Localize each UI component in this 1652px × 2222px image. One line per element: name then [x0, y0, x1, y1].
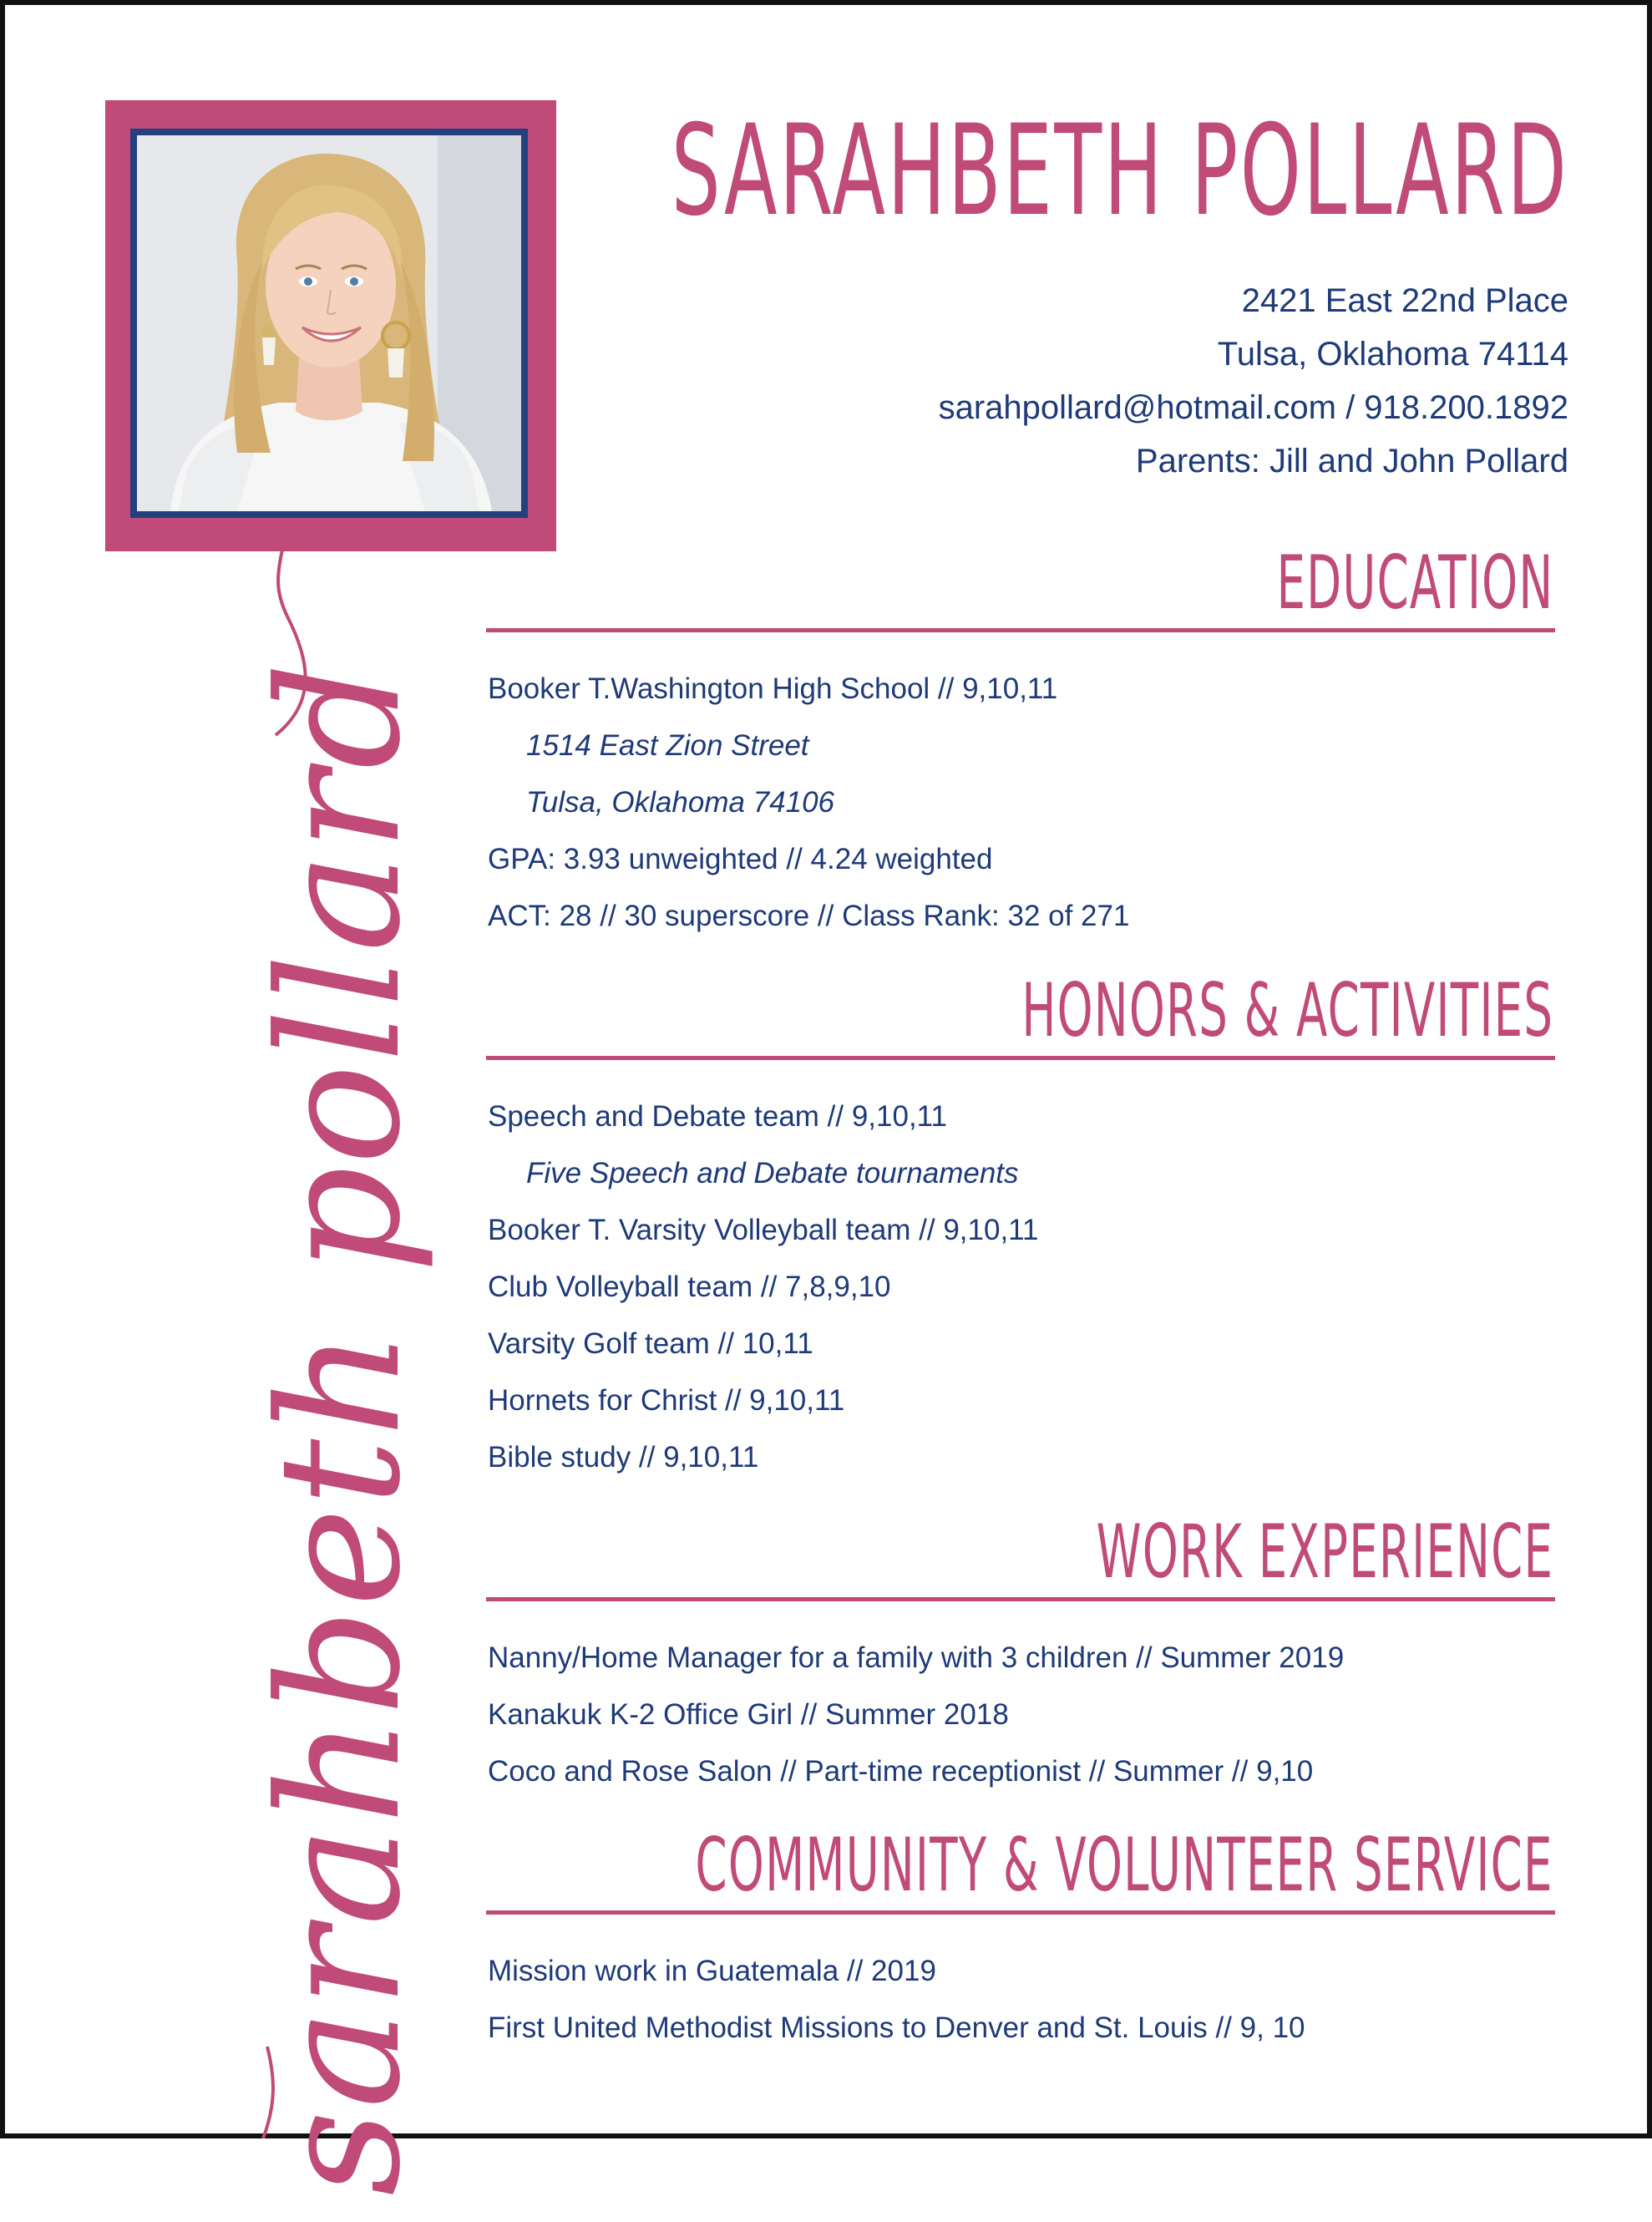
list-item: Coco and Rose Salon // Part-time receptionist // Summer // 9,10 — [488, 1755, 1314, 1788]
list-item: Five Speech and Debate tournaments — [526, 1157, 1019, 1190]
email-phone[interactable]: sarahpollard@hotmail.com / 918.200.1892 — [938, 389, 1568, 426]
work-list — [488, 1630, 1573, 1800]
list-item: 1514 East Zion Street — [526, 729, 809, 762]
list-item: Hornets for Christ // 9,10,11 — [488, 1384, 845, 1417]
list-item: Nanny/Home Manager for a family with 3 children // Summer 2019 — [488, 1641, 1345, 1674]
vertical-script-name: sarahbeth pollard — [243, 661, 438, 2196]
address-line-1: 2421 East 22nd Place — [1241, 282, 1568, 319]
parents-line: Parents: Jill and John Pollard — [1135, 443, 1568, 479]
section-divider — [486, 1056, 1555, 1060]
list-item: First United Methodist Missions to Denver and St. Louis // 9, 10 — [488, 2011, 1305, 2044]
section-divider — [486, 1910, 1555, 1915]
list-item: Booker T. Varsity Volleyball team // 9,10,11 — [488, 1214, 1039, 1246]
list-item: Mission work in Guatemala // 2019 — [488, 1955, 936, 1987]
list-item: Varsity Golf team // 10,11 — [488, 1327, 813, 1360]
community-list — [488, 1943, 1573, 2057]
list-item: Club Volleyball team // 7,8,9,10 — [488, 1271, 891, 1303]
list-item: Speech and Debate team // 9,10,11 — [488, 1100, 948, 1133]
list-item: GPA: 3.93 unweighted // 4.24 weighted — [488, 843, 993, 875]
section-title-work: WORK EXPERIENCE — [1096, 1509, 1553, 1595]
contact-block — [939, 274, 1568, 488]
list-item: Kanakuk K-2 Office Girl // Summer 2018 — [488, 1698, 1009, 1731]
honors-list — [488, 1088, 1573, 1486]
list-item: Tulsa, Oklahoma 74106 — [526, 786, 835, 819]
education-list — [488, 661, 1573, 945]
page-title: SARAHBETH POLLARD — [671, 99, 1568, 244]
section-title-community: COMMUNITY & VOLUNTEER SERVICE — [695, 1822, 1553, 1908]
list-item: Booker T.Washington High School // 9,10,11 — [488, 672, 1058, 705]
section-title-honors: HONORS & ACTIVITIES — [1021, 967, 1553, 1053]
address-line-2: Tulsa, Oklahoma 74114 — [1217, 336, 1568, 373]
profile-photo — [130, 129, 528, 518]
section-divider — [486, 628, 1555, 632]
list-item: ACT: 28 // 30 superscore // Class Rank: 32 of 271 — [488, 900, 1130, 932]
section-title-education: EDUCATION — [1276, 540, 1553, 626]
section-divider — [486, 1597, 1555, 1601]
list-item: Bible study // 9,10,11 — [488, 1441, 759, 1474]
photo-frame — [105, 100, 556, 551]
